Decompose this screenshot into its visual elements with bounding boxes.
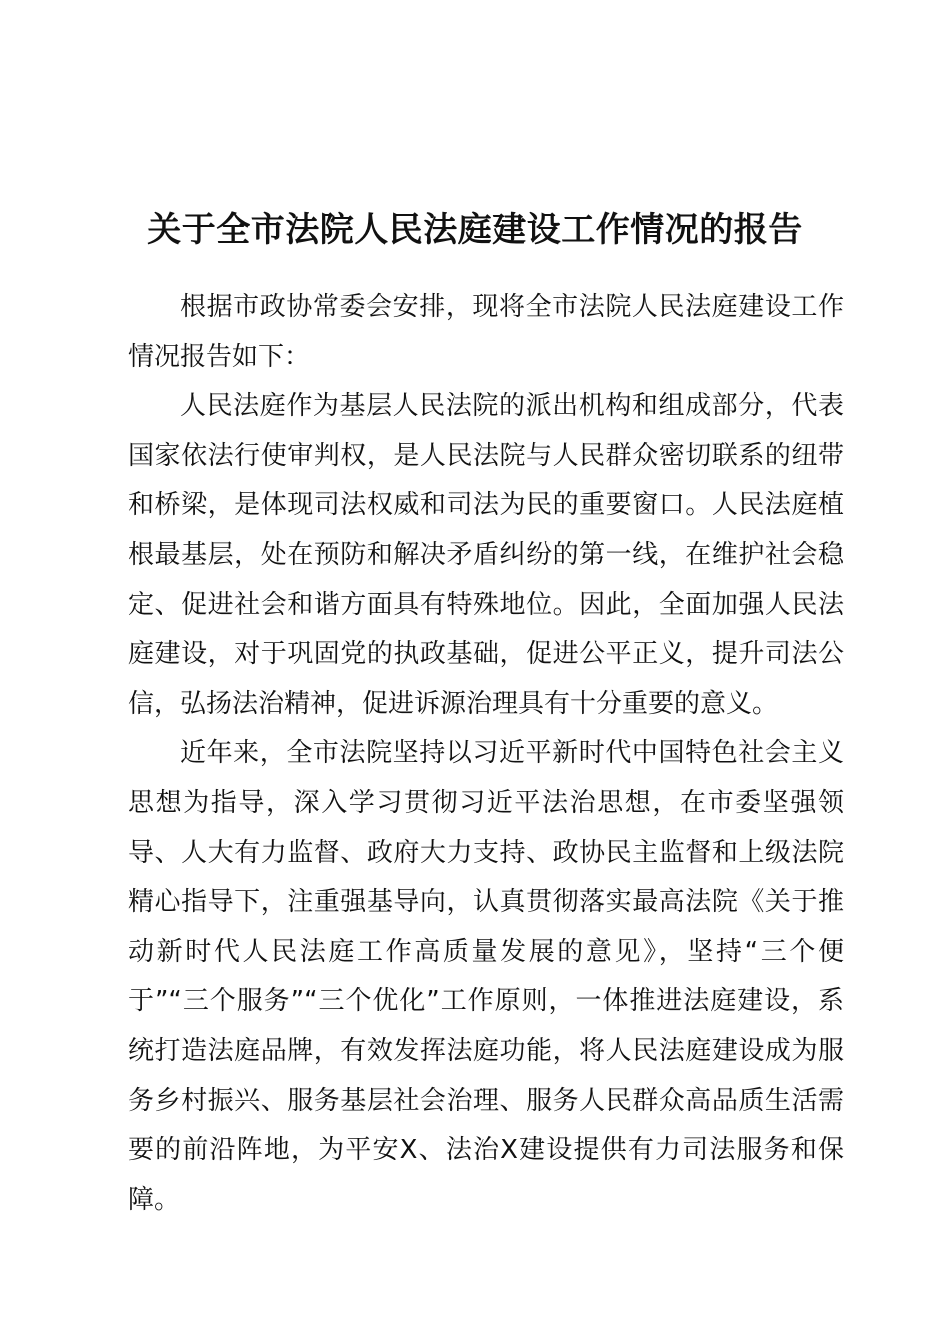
- paragraph-recent-work: 近年来，全市法院坚持以习近平新时代中国特色社会主义思想为指导，深入学习贯彻习近平法治思想，在市委坚强领导、人大有力监督、政府大力支持、政协民主监督和上级法院精心指导下，注重强基导向，认真贯彻落实最高法院《关于推动新时代人民法庭工作高质量发展的意见》，坚持“三个便于”“三个服务”“三个优化”工作原则，一体推进法庭建设，系统打造法庭品牌，有效发挥法庭功能，将人民法庭建设成为服务乡村振兴、服务基层社会治理、服务人民群众高品质生活需要的前沿阵地，为平安X、法治X建设提供有力司法服务和保障。: [128, 738, 844, 1215]
- document-body: [128, 283, 844, 1225]
- document-title: 关于全市法院人民法庭建设工作情况的报告: [147, 210, 803, 250]
- paragraph-intro: 根据市政协常委会安排，现将全市法院人民法庭建设工作情况报告如下：: [128, 292, 844, 372]
- paragraph-significance: 人民法庭作为基层人民法院的派出机构和组成部分，代表国家依法行使审判权，是人民法院与人民群众密切联系的纽带和桥梁，是体现司法权威和司法为民的重要窗口。人民法庭植根最基层，处在预防和解决矛盾纠纷的第一线，在维护社会稳定、促进社会和谐方面具有特殊地位。因此，全面加强人民法庭建设，对于巩固党的执政基础，促进公平正义，提升司法公信，弘扬法治精神，促进诉源治理具有十分重要的意义。: [128, 391, 844, 719]
